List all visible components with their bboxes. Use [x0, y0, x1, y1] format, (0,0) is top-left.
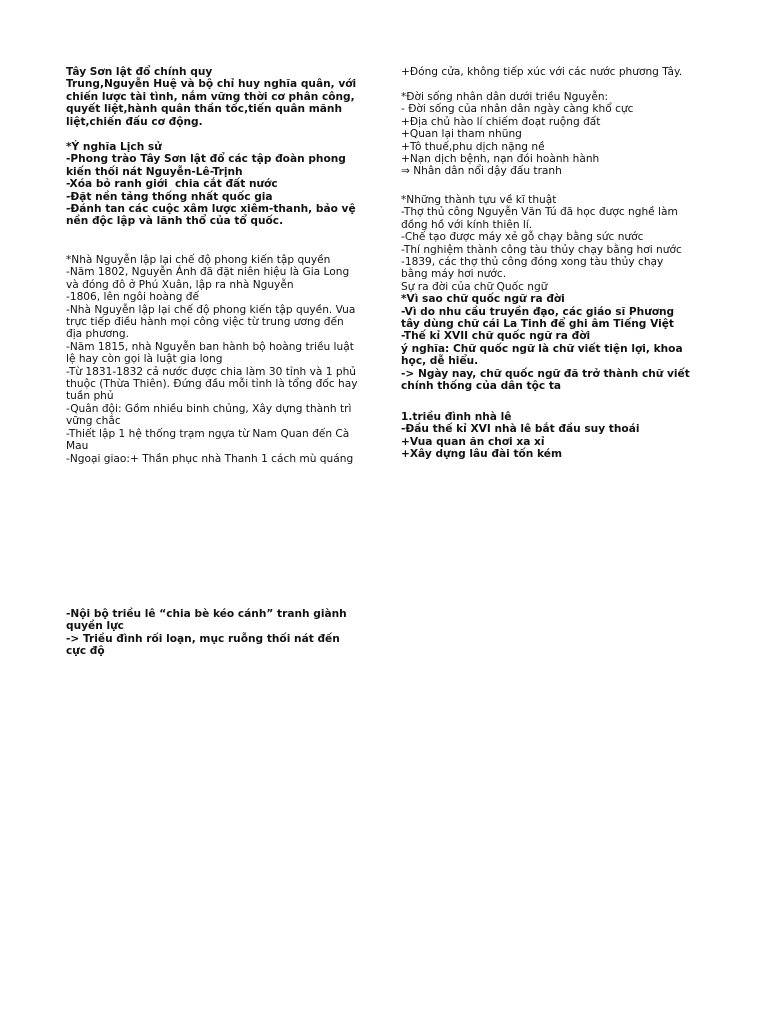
text-line: -Thế kỉ XVII chữ quốc ngữ ra đời [401, 330, 591, 343]
right-column [401, 0, 703, 1024]
text-line: chiến lược tài tình, nắm vững thời cơ phân công, [66, 90, 355, 103]
nguyen-dynasty-section [66, 254, 372, 465]
text-line: -Thợ thủ công Nguyễn Văn Tú đã học được nghề làm [401, 206, 678, 219]
text-line: nền độc lập và lãnh thổ của tổ quốc. [66, 215, 284, 228]
text-line: trực tiếp điều hành mọi công việc từ trung ương đến [66, 316, 344, 329]
text-line: chính thống của dân tộc ta [401, 380, 562, 393]
technical-achievements-section [401, 194, 703, 393]
text-line: +Tô thuế,phu dịch nặng nề [401, 140, 545, 153]
text-line: -Ngoại giao:+ Thần phục nhà Thanh 1 cách mù quáng [66, 452, 354, 465]
text-line: địa phương. [66, 328, 129, 341]
text-line: học, dễ hiểu. [401, 355, 479, 368]
text-line: +Đóng cửa, không tiếp xúc với các nước phương Tây. [401, 66, 683, 78]
text-line: -Xóa bỏ ranh giới chia cắt đất nước [66, 178, 278, 191]
text-line: Mau [66, 440, 89, 453]
left-column [66, 0, 372, 1024]
text-line: *Vì sao chữ quốc ngữ ra đời [401, 293, 565, 306]
text-line: ⇒ Nhân dân nổi dậy đấu tranh [401, 165, 562, 178]
text-line: lệ hay còn gọi là luật gia long [66, 353, 223, 366]
text-line: thuộc (Thừa Thiên). Đứng đầu mỗi tỉnh là tổng đốc hay [66, 378, 358, 391]
text-line: liệt,chiến đấu cơ động. [66, 115, 203, 128]
le-court-decline-section [401, 411, 703, 461]
historical-significance-section [66, 141, 372, 228]
text-line: -Phong trào Tây Sơn lật đổ các tập đoàn phong [66, 153, 346, 166]
foreign-policy-line [401, 66, 703, 78]
text-line: bằng máy hơi nước. [401, 268, 507, 281]
text-line: +Quan lại tham nhũng [401, 128, 522, 141]
text-line: -Chế tạo được máy xẻ gỗ chạy bằng sức nước [401, 231, 644, 244]
text-line: quyết liệt,hành quân thần tốc,tiến quân mãnh [66, 103, 342, 116]
text-line: -Quân đội: Gồm nhiều binh chủng, Xây dựng thành trì [66, 402, 352, 415]
text-line: +Nạn dịch bệnh, nạn đói hoành hành [401, 153, 600, 166]
text-line: -> Triều đình rối loạn, mục ruỗng thối nát đến [66, 632, 340, 645]
section-heading: *Đời sống nhân dân dưới triều Nguyễn: [401, 91, 609, 103]
text-line: -> Ngày nay, chữ quốc ngữ đã trở thành chữ viết [401, 367, 690, 380]
text-line: -Đặt nền tảng thống nhất quốc gia [66, 190, 273, 203]
text-line: đồng hồ với kính thiên lí. [401, 218, 533, 231]
text-line: +Địa chủ hào lí chiếm đoạt ruộng đất [401, 115, 601, 128]
text-line: -Vì do nhu cầu truyền đạo, các giáo sĩ Phương [401, 305, 675, 318]
text-line: +Xây dựng lâu đài tốn kém [401, 448, 563, 461]
section-heading: *Nhà Nguyễn lập lại chế độ phong kiến tập quyền [66, 254, 331, 266]
text-line: -1839, các thợ thủ công đóng xong tàu thủy chạy [401, 256, 664, 269]
text-line: -Năm 1815, nhà Nguyễn ban hành bộ hoàng triều luật [66, 340, 354, 353]
text-line: -Từ 1831-1832 cả nước được chia làm 30 tỉnh và 1 phủ [66, 365, 357, 378]
section-heading: *Ý nghĩa Lịch sử [66, 141, 162, 153]
section-heading: 1.triều đình nhà lê [401, 411, 512, 423]
text-line: -Thí nghiệm thành công tàu thủy chạy bằng hơi nước [401, 243, 682, 256]
text-line: -Thiết lập 1 hệ thống trạm ngựa từ Nam Quan đến Cà [66, 427, 350, 440]
text-line: và đóng đô ở Phú Xuân, lập ra nhà Nguyễn [66, 278, 294, 291]
text-line: -Nhà Nguyễn lập lại chế độ phong kiến tập quyền. Vua [66, 303, 356, 316]
text-line: -Đánh tan các cuộc xâm lược xiêm-thanh, bảo vệ [66, 203, 356, 216]
text-line: vững chắc [66, 415, 121, 428]
text-line: kiến thối nát Nguyễn-Lê-Trịnh [66, 165, 243, 178]
text-line: tuần phủ [66, 390, 114, 403]
text-line: +Vua quan ăn chơi xa xỉ [401, 435, 545, 448]
text-line: -Năm 1802, Nguyễn Ánh đã đặt niên hiệu là Gia Long [66, 266, 350, 279]
text-line: tây dùng chữ cái La Tinh để ghi âm Tiếng Việt [401, 318, 674, 331]
text-line: - Đời sống của nhân dân ngày càng khổ cực [401, 103, 634, 116]
tay-son-victory-paragraph [66, 66, 372, 128]
text-line: -1806, lên ngôi hoàng đế [66, 291, 200, 304]
section-heading: *Những thành tựu về kĩ thuật [401, 194, 557, 206]
people-life-section [401, 91, 703, 178]
text-line: Trung,Nguyễn Huệ và bộ chỉ huy nghĩa quân, với [66, 78, 357, 91]
text-line: cực độ [66, 645, 105, 658]
text-line: Tây Sơn lật đổ chính quy [66, 66, 213, 78]
text-line: Sự ra đời của chữ Quốc ngữ [401, 280, 548, 293]
text-line: ý nghĩa: Chữ quốc ngữ là chữ viết tiện lợi, khoa [401, 342, 683, 355]
text-line: -Nội bộ triều lê “chia bè kéo cánh” tranh giành [66, 608, 347, 620]
text-line: -Đầu thế kỉ XVI nhà lê bắt đầu suy thoái [401, 423, 640, 436]
le-court-conflict-section [66, 608, 372, 658]
text-line: quyền lực [66, 620, 124, 633]
